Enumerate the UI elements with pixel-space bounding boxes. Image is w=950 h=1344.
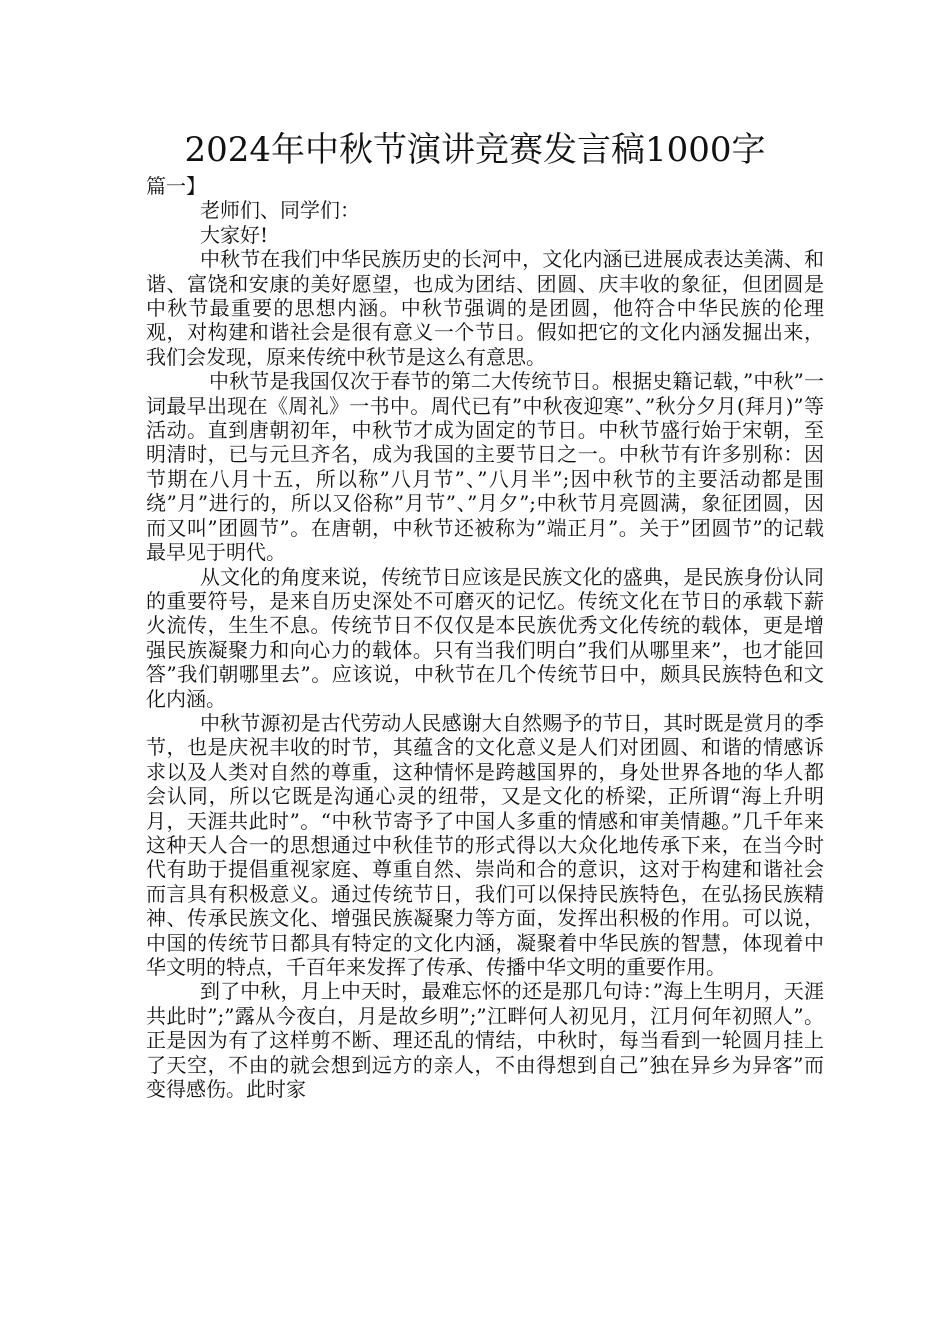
document-body (146, 174, 824, 1101)
greeting-hello: 大家好! (200, 222, 269, 247)
section-label: 篇一】 (146, 174, 206, 198)
paragraph-4: 中秋节源初是古代劳动人民感谢大自然赐予的节日，其时既是赏月的季节，也是庆祝丰收的时节，其蕴含的文化意义是人们对团圆、和谐的情感诉求以及人类对自然的尊重，这种情怀是跨越国界的，身处世界各地的华人都会认同，所以它既是沟通心灵的纽带，又是文化的桥梁，正所谓“海上升明月，天涯共此时”。“中秋节寄予了中国人多重的情感和审美情趣。”几千年来这种天人合一的思想通过中秋佳节的形式得以大众化地传承下来，在当今时代有助于提倡重视家庭、尊重自然、崇尚和合的意识，这对于构建和谐社会而言具有积极意义。通过传统节日，我们可以保持民族特色，在弘扬民族精神、传承民族文化、增强民族凝聚力等方面，发挥出积极的作用。可以说，中国的传统节日都具有特定的文化内涵，凝聚着中华民族的智慧，体现着中华文明的特点，千百年来发挥了传承、传播中华文明的重要作用。 (146, 710, 824, 979)
paragraph-5: 到了中秋，月上中天时，最难忘怀的还是那几句诗：”海上生明月，天涯共此时”;”露从今夜白，月是故乡明”;”江畔何人初见月，江月何年初照人”。正是因为有了这样剪不断、理还乱的情结，中秋时，每当看到一轮圆月挂上了天空，不由的就会想到远方的亲人，不由得想到自己”独在异乡为异客”而变得感伤。此时家 (146, 979, 824, 1102)
document-title: 2024年中秋节演讲竞赛发言稿1000字 (184, 130, 766, 170)
paragraph-2: 中秋节是我国仅次于春节的第二大传统节日。根据史籍记载，”中秋”一词最早出现在《周礼》一书中。周代已有”中秋夜迎寒”、”秋分夕月(拜月)”等活动。直到唐朝初年，中秋节才成为固定的节日。中秋节盛行始于宋朝，至明清时，已与元旦齐名，成为我国的主要节日之一。中秋节有许多别称：因节期在八月十五，所以称”八月节”、”八月半”;因中秋节的主要活动都是围绕”月”进行的，所以又俗称”月节”、”月夕”;中秋节月亮圆满，象征团圆，因而又叫”团圆节”。在唐朝，中秋节还被称为”端正月”。关于”团圆节”的记载最早见于明代。 (146, 369, 824, 565)
greeting-audience: 老师们、同学们： (200, 198, 360, 223)
paragraph-1: 中秋节在我们中华民族历史的长河中，文化内涵已进展成表达美满、和谐、富饶和安康的美好愿望，也成为团结、团圆、庆丰收的象征，但团圆是中秋节最重要的思想内涵。中秋节强调的是团圆，他符合中华民族的伦理观，对构建和谐社会是很有意义一个节日。假如把它的文化内涵发掘出来，我们会发现，原来传统中秋节是这么有意思。 (146, 247, 824, 369)
paragraph-3: 从文化的角度来说，传统节日应该是民族文化的盛典，是民族身份认同的重要符号，是来自历史深处不可磨灭的记忆。传统文化在节日的承载下薪火流传，生生不息。传统节日不仅仅是本民族优秀文化传统的载体，更是增强民族凝聚力和向心力的载体。只有当我们明白”我们从哪里来”，也才能回答”我们朝哪里去”。应该说，中秋节在几个传统节日中，颇具民族特色和文化内涵。 (146, 564, 824, 711)
